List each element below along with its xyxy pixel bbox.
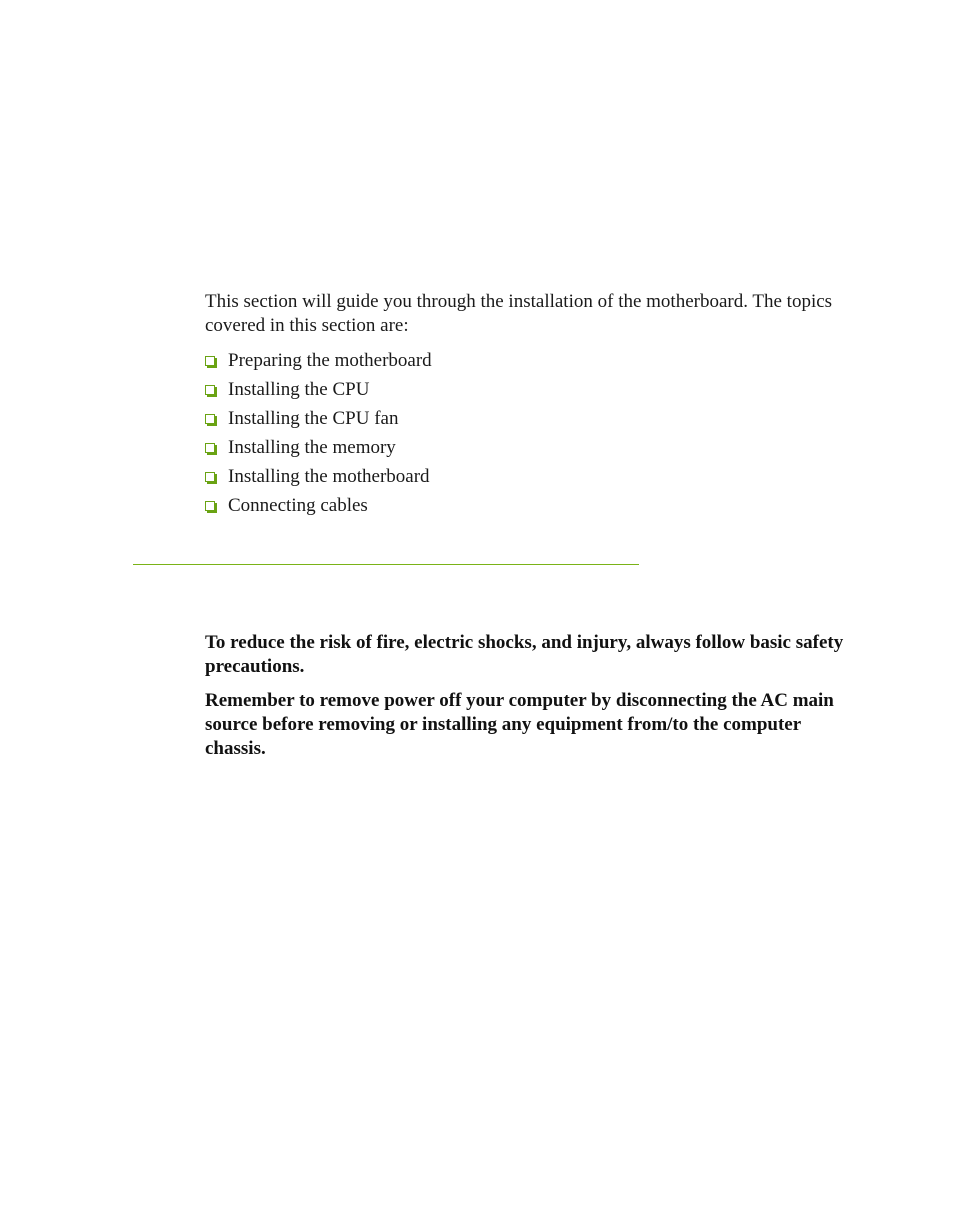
list-item bbox=[205, 462, 432, 491]
topic-label: Installing the memory bbox=[228, 436, 396, 458]
power-warning: Remember to remove power off your computer by disconnecting the AC main source before removing or installing any equipment from/to the computer chassis. bbox=[205, 690, 834, 759]
list-item bbox=[205, 491, 432, 520]
topic-label: Installing the CPU fan bbox=[228, 407, 399, 429]
list-item bbox=[205, 433, 432, 462]
topic-label: Preparing the motherboard bbox=[228, 349, 432, 371]
checkbox-icon bbox=[205, 385, 215, 395]
topic-label: Installing the CPU bbox=[228, 378, 370, 400]
section-divider bbox=[133, 564, 639, 565]
list-item bbox=[205, 375, 432, 404]
list-item bbox=[205, 404, 432, 433]
checkbox-icon bbox=[205, 356, 215, 366]
topic-label: Connecting cables bbox=[228, 494, 368, 516]
intro-paragraph: This section will guide you through the installation of the motherboard. The topics covered in this section are: bbox=[205, 291, 833, 336]
checkbox-icon bbox=[205, 472, 215, 482]
safety-warning: To reduce the risk of fire, electric shocks, and injury, always follow basic safety precautions. bbox=[205, 632, 844, 677]
topic-label: Installing the motherboard bbox=[228, 465, 430, 487]
topic-list bbox=[205, 346, 432, 520]
checkbox-icon bbox=[205, 443, 215, 453]
checkbox-icon bbox=[205, 414, 215, 424]
checkbox-icon bbox=[205, 501, 215, 511]
list-item bbox=[205, 346, 432, 375]
